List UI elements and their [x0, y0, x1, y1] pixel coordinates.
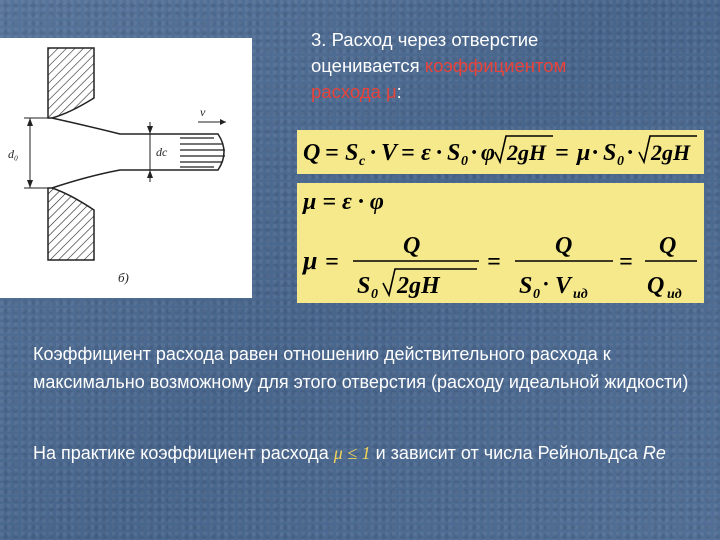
lower-wall [48, 188, 94, 260]
title-line-2 [311, 53, 711, 79]
svg-text:μ: μ [303, 246, 318, 275]
orifice-diagram [0, 38, 252, 298]
f1-s0-sub: 0 [461, 154, 468, 169]
svg-text:·: · [370, 140, 376, 166]
p2-mu: μ ≤ 1 [333, 443, 371, 463]
f2-den2-sub: 0 [533, 287, 540, 302]
title-colon: : [396, 81, 402, 102]
p2-pre: На практике коэффициент расхода [33, 443, 334, 463]
f2-num-3: Q [659, 233, 677, 259]
jet-upper-edge [52, 118, 175, 134]
mu-eps-phi: μ = ε · φ [303, 189, 384, 215]
svg-text:=: = [325, 140, 339, 166]
svg-text:·: · [627, 140, 633, 166]
svg-text:=: = [487, 249, 501, 275]
title-line-1: 3. Расход через отверстие [311, 29, 539, 50]
f2-num-1: Q [403, 233, 421, 259]
figure-label: б) [118, 270, 129, 285]
f2-num-2: Q [555, 233, 573, 259]
svg-text:Q [303, 140, 320, 166]
d0-label: d₀ [8, 147, 19, 161]
dc-label: dс [156, 145, 168, 159]
f2-den1-root: 2gH [397, 273, 440, 299]
f1-s0: S [447, 140, 461, 166]
f2-den2-v: V [555, 273, 572, 299]
paragraph-practice [33, 439, 713, 467]
title-keyword-mu: расхода μ [311, 81, 397, 102]
orifice-figure [0, 38, 252, 298]
v-label: v [200, 105, 206, 119]
svg-text:·: · [543, 271, 549, 296]
velocity-profile [175, 134, 224, 170]
f1-s0b-sub: 0 [617, 154, 624, 169]
p2-mid: и зависит от числа Рейнольдса [370, 443, 643, 463]
mu-formula [297, 183, 704, 303]
f2-den2-vsub: ид [573, 287, 588, 302]
upper-wall [48, 48, 94, 118]
f1-mu: μ [577, 140, 591, 166]
p2-re: Re [642, 443, 666, 463]
slide-title [311, 27, 711, 105]
title-keyword: коэффициентом [424, 55, 567, 76]
title-line-2-text: оценивается [311, 55, 425, 76]
f1-q: Q [303, 140, 321, 166]
f1-sc: S [345, 140, 359, 166]
f1-s0b: S [603, 140, 617, 166]
svg-text:=: = [325, 249, 339, 275]
title-line-3 [311, 79, 711, 105]
svg-text:·: · [471, 140, 477, 166]
svg-text:·: · [436, 140, 442, 166]
svg-text:·: · [592, 140, 598, 166]
f1-v: V [381, 140, 398, 166]
f2-den1-sub: 0 [371, 287, 378, 302]
svg-text:=: = [555, 140, 569, 166]
f1-phi: φ [481, 140, 496, 166]
f1-root: 2gH [507, 140, 547, 165]
svg-text:=: = [619, 249, 633, 275]
flow-rate-formula [297, 130, 704, 174]
f2-den1-s: S [357, 273, 371, 299]
f1-sc-sub: c [359, 154, 366, 169]
f2-den3-q: Q [647, 273, 665, 299]
jet-lower-edge [52, 170, 175, 188]
f2-den3-sub: ид [667, 287, 682, 302]
f1-root-b: 2gH [651, 140, 691, 165]
paragraph-definition: Коэффициент расхода равен отношению действительного расхода к максимально возможному для этого отверстия (расходу идеальной жидкости) [33, 344, 689, 392]
f1-eps: ε [421, 140, 431, 166]
f2-den2-s: S [519, 273, 533, 299]
svg-text:=: = [401, 140, 415, 166]
